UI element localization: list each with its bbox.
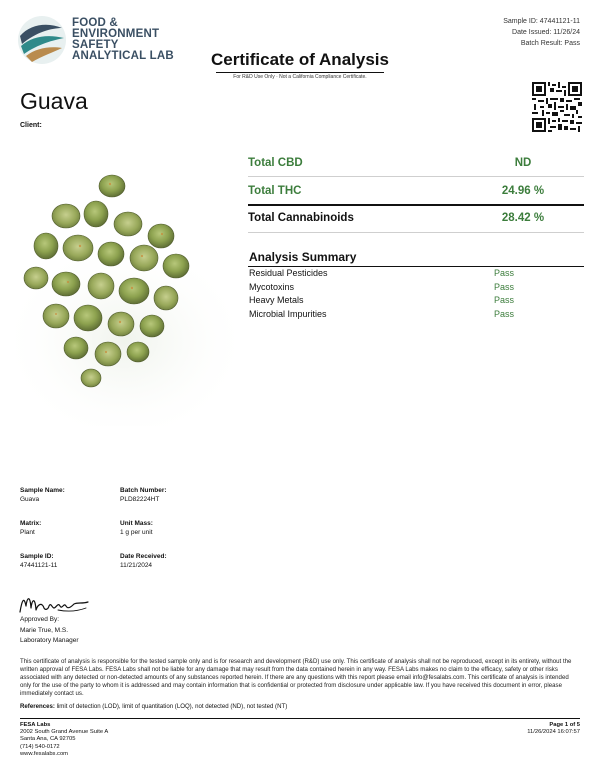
total-cbd-value: ND [514,157,532,169]
total-cbd-label: Total CBD [248,157,303,169]
meta-sample-id: Sample ID: 47441121-11 [503,18,580,25]
qr-code-icon[interactable] [532,82,582,132]
totals-divider [248,176,584,177]
summary-result: Pass [494,309,515,319]
totals-divider [248,232,584,233]
total-cannabinoids-value: 28.42 % [501,212,545,224]
sample-name-value: Guava [20,496,40,503]
summary-row [249,309,549,319]
summary-test-name: Residual Pesticides [249,268,328,278]
approver-name: Marie True, M.S. [20,626,69,634]
unit-mass-field [120,519,153,537]
summary-result: Pass [494,295,515,305]
disclaimer-text: This certificate of analysis is responsible for the tested sample only and is for research and development (R&D) use only. This certificate of analysis shall not be reproduced, except in its entirety, without the written approval of FESA Labs. FESA Labs shall not be liable for any damage that may result from the data contained herein in any way. FESA Labs makes no claim to the efficacy, safety or other risks associated with any detected or non-detected amounts of any substances reported herein. If there are any questions with this report please email info@fesalabs.com. This certificate of analysis is intended only for the use of the party to whom it is addressed and may contain information that is confidential or protected from disclosure under applicable law. If you have received this document in error, please immediately contact us. [20,658,572,697]
footer-phone: (714) 540-0172 [20,743,60,750]
summary-result: Pass [494,268,515,278]
client-label: Client: [20,122,42,129]
summary-row [249,282,549,292]
footer-address [20,722,108,758]
logo-line-4: ANALYTICAL LAB [72,50,174,62]
total-thc-value: 24.96 % [501,185,545,197]
unit-mass-label: Unit Mass: [120,520,153,527]
sample-name-label: Sample Name: [20,487,65,494]
signature-image [18,592,90,616]
total-cannabinoids-label: Total Cannabinoids [248,212,354,224]
meta-batch-result: Batch Result: Pass [520,40,580,47]
unit-mass-value: 1 g per unit [120,529,153,536]
references-text: limit of detection (LOD), limit of quantitation (LOQ), not detected (ND), not tested (NT) [54,703,288,710]
approver-block [20,615,79,647]
date-received-label: Date Received: [120,553,167,560]
summary-row [249,295,549,305]
sample-id-field [20,552,57,570]
footer-timestamp: 11/26/2024 16:07:57 [527,729,580,736]
product-name: Guava [20,88,88,114]
summary-row [249,268,549,278]
summary-test-name: Heavy Metals [249,295,304,305]
footer-company: FESA Labs [20,722,51,728]
approved-by-label: Approved By: [20,616,60,623]
sample-name-field [20,486,65,504]
summary-result: Pass [494,282,515,292]
references-line [20,703,287,710]
footer-divider [20,718,580,719]
sample-id-label: Sample ID: [20,553,54,560]
summary-test-name: Mycotoxins [249,282,295,292]
matrix-field [20,519,41,537]
date-received-field [120,552,167,570]
analysis-summary-heading: Analysis Summary [249,250,357,264]
references-label: References: [20,703,55,710]
footer-address-line2: Santa Ana, CA 92705 [20,736,76,743]
batch-number-field [120,486,167,504]
footer-address-line1: 2002 South Grand Avenue Suite A [20,729,109,736]
total-thc-label: Total THC [248,185,302,197]
page-number: Page 1 of 5 [549,722,580,728]
batch-number-label: Batch Number: [120,487,167,494]
matrix-value: Plant [20,529,35,536]
page-title: Certificate of Analysis [211,50,389,69]
footer-website[interactable]: www.fesalabs.com [20,750,69,757]
summary-divider [248,266,584,267]
meta-date-issued: Date Issued: 11/26/24 [512,29,580,36]
footer-page-info [527,722,580,736]
product-photo [16,166,234,426]
date-received-value: 11/21/2024 [120,562,153,569]
logo-line-2: ENVIRONMENT [72,28,160,40]
logo-line-3: SAFETY [72,39,119,51]
summary-test-name: Microbial Impurities [249,309,327,319]
totals-divider [248,204,584,206]
page-subtitle: For R&D Use Only · Not a California Compliance Certificate. [233,74,367,80]
report-meta [503,16,580,49]
matrix-label: Matrix: [20,520,42,527]
batch-number-value: PLD82224HT [120,496,160,503]
approver-role: Laboratory Manager [20,637,79,644]
title-divider [216,72,384,73]
logo-line-1: FOOD & [72,17,118,29]
sample-id-value: 47441121-11 [20,562,58,569]
